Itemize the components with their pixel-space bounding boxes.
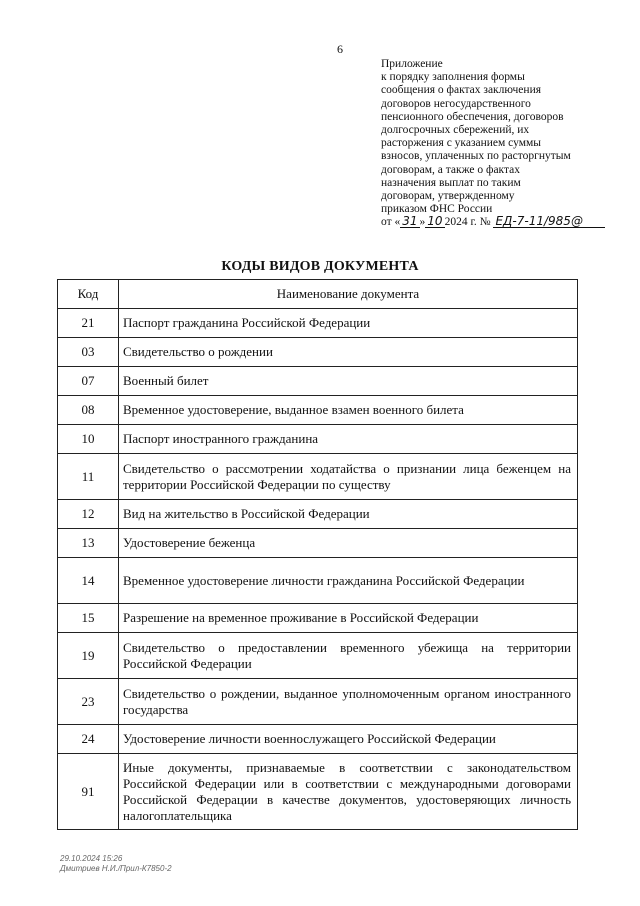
table-row [58,529,578,558]
row-name: Временное удостоверение личности гражданина Российской Федерации [119,558,578,604]
row-code: 91 [58,754,119,830]
appendix-line: взносов, уплаченных по расторгнутым [381,150,571,163]
appendix-line: договорам, утвержденному [381,190,515,203]
appendix-line: договорам, а также о фактах [381,163,521,176]
appendix-block [381,58,631,230]
handwritten-day: 31 [402,214,418,229]
appendix-line: сообщения о фактах заключения [381,84,542,97]
table-row [58,725,578,754]
table-row [58,604,578,633]
table-row [58,454,578,500]
row-code: 14 [58,558,119,604]
row-name: Вид на жительство в Российской Федерации [119,500,578,529]
row-name: Иные документы, признаваемые в соответствии с законодательством Российской Федерации или в соответствии с международными договорами Российской Федерации в качестве документов, удостоверяющих личность налогоплательщика [119,754,578,830]
row-name: Разрешение на временное проживание в Российской Федерации [119,604,578,633]
handwritten-order-number: ЕД-7-11/985@ [493,216,605,228]
row-code: 11 [58,454,119,500]
table-row [58,558,578,604]
table-row [58,367,578,396]
row-code: 10 [58,425,119,454]
appendix-line: пенсионного обеспечения, договоров [381,110,564,123]
row-name: Удостоверение беженца [119,529,578,558]
row-code: 03 [58,338,119,367]
handwritten-month: 10 [427,214,443,229]
appendix-line: договоров негосударственного [381,97,531,110]
table-row [58,338,578,367]
appendix-line: Приложение [381,58,443,70]
year-text: 2024 г. № [444,216,491,229]
footer-stamp [60,854,172,874]
row-code: 13 [58,529,119,558]
table-row [58,500,578,529]
appendix-line: расторжения с указанием суммы [381,137,541,150]
footer-timestamp: 29.10.2024 15:26 [60,854,123,863]
table-row [58,633,578,679]
table-row [58,754,578,830]
row-name: Удостоверение личности военнослужащего Российской Федерации [119,725,578,754]
row-code: 19 [58,633,119,679]
row-name: Паспорт иностранного гражданина [119,425,578,454]
appendix-line: приказом ФНС России [381,203,493,216]
document-title: КОДЫ ВИДОВ ДОКУМЕНТА [221,259,419,274]
page-number: 6 [337,42,343,56]
document-codes-table [57,279,578,830]
row-name: Свидетельство о рождении [119,338,578,367]
row-code: 12 [58,500,119,529]
row-name: Временное удостоверение, выданное взамен военного билета [119,396,578,425]
row-code: 21 [58,309,119,338]
row-code: 23 [58,679,119,725]
row-code: 15 [58,604,119,633]
appendix-line: к порядку заполнения формы [381,71,525,84]
row-code: 07 [58,367,119,396]
table-row [58,679,578,725]
table-row [58,309,578,338]
header-name: Наименование документа [119,280,578,309]
order-date-line [381,216,631,229]
row-code: 24 [58,725,119,754]
table-row [58,425,578,454]
table-row [58,396,578,425]
appendix-line: назначения выплат по таким [381,176,521,189]
row-name: Свидетельство о предоставлении временного убежища на территории Российской Федерации [119,633,578,679]
date-mid: » [419,216,426,229]
table-header-row [58,280,578,309]
row-name: Свидетельство о рождении, выданное уполномоченным органом иностранного государства [119,679,578,725]
row-name: Паспорт гражданина Российской Федерации [119,309,578,338]
header-code: Код [58,280,119,309]
row-name: Военный билет [119,367,578,396]
date-prefix: от « [381,216,401,229]
footer-reference: Дмитриев Н.И./Прил-К7850-2 [60,864,172,873]
row-code: 08 [58,396,119,425]
row-name: Свидетельство о рассмотрении ходатайства о признании лица беженцем на территории Российской Федерации по существу [119,454,578,500]
appendix-line: долгосрочных сбережений, их [381,124,530,137]
